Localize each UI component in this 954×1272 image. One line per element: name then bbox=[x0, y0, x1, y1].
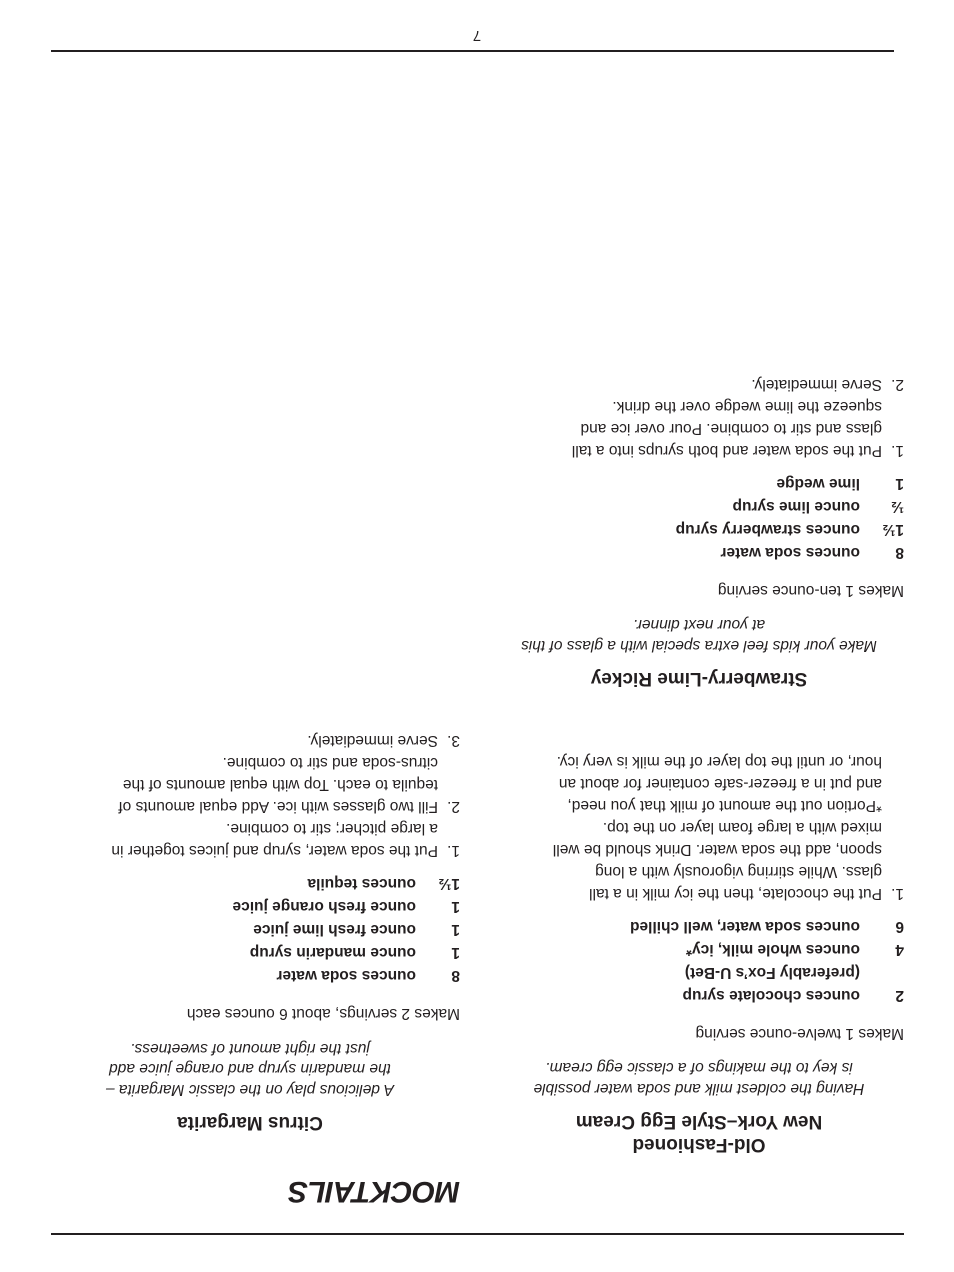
step-list bbox=[40, 730, 460, 862]
ingredient-qty: 1 bbox=[451, 921, 460, 939]
ingredient-name: ounce fresh lime juice bbox=[253, 921, 416, 939]
ingredient-name: ounce lime syrup bbox=[732, 498, 860, 515]
recipe-strawberry-lime-rickey bbox=[494, 373, 904, 690]
bottom-rule bbox=[51, 50, 894, 52]
ingredient-row bbox=[494, 961, 904, 1007]
recipe-yield: Makes 1 ten-ounce serving bbox=[717, 582, 904, 599]
recipe-description: Having the coldest milk and soda water possible is key to the makings of a classic egg cream. bbox=[533, 1059, 865, 1097]
ingredient-row bbox=[494, 541, 904, 564]
recipe-yield: Makes 2 servings, about 6 ounces each bbox=[186, 1005, 460, 1023]
ingredient-name: ounces soda water bbox=[276, 967, 416, 985]
recipe-description: Make your kids feel extra special with a glass of this at your next dinner. bbox=[521, 616, 877, 654]
ingredient-name: lime wedge bbox=[776, 475, 860, 492]
ingredient-qty: 1½ bbox=[438, 875, 460, 893]
step-item: 2. Serve immediately. bbox=[751, 376, 904, 393]
ingredient-list bbox=[40, 873, 460, 988]
recipe-title: Citrus Margarita bbox=[177, 1112, 323, 1133]
recipe-note: *Portion out the amount of milk that you need, and put in a freezer-safe container for about an hour, or until the top layer of the milk is very icy. bbox=[556, 753, 882, 814]
ingredient-row bbox=[494, 518, 904, 541]
ingredient-row bbox=[494, 495, 904, 518]
step-item: 1. Put the soda water and both syrups into a tall glass and stir to combine. Pour over ice and squeeze the lime wedge over the drink. bbox=[571, 398, 904, 459]
step-item: 1. Put the soda water, syrup and juices together in a large pitcher; stir to combine. bbox=[111, 820, 460, 860]
recipe-title: Old-Fashioned New York–Style Egg Cream bbox=[575, 1111, 823, 1155]
ingredient-name: ounces soda water, well chilled bbox=[630, 918, 860, 935]
ingredient-qty: 1½ bbox=[882, 521, 904, 538]
recipe-egg-cream bbox=[494, 750, 904, 1156]
ingredient-name: ounce fresh orange juice bbox=[232, 898, 416, 916]
ingredient-name: ounce mandarin syrup bbox=[249, 944, 416, 962]
ingredient-name: ounces whole milk, icy* bbox=[685, 941, 860, 958]
top-rule bbox=[51, 1233, 904, 1235]
recipe-yield: Makes 1 twelve-ounce serving bbox=[695, 1025, 904, 1042]
ingredient-row bbox=[494, 938, 904, 961]
ingredient-name: ounces tequila bbox=[307, 875, 416, 893]
step-item: 1. Put the chocolate, then the icy milk in a tall glass. While stirring vigorously with a long spoon, add the soda water. Drink should be well mixed with a large foam layer on the top. bbox=[552, 819, 904, 902]
page-number: 7 bbox=[472, 27, 482, 44]
ingredient-qty: 1 bbox=[451, 944, 460, 962]
section-title: MOCKTAILS bbox=[288, 1175, 460, 1208]
step-item: 3. Serve immediately. bbox=[307, 732, 460, 750]
ingredient-row bbox=[40, 919, 460, 942]
ingredient-qty: 6 bbox=[895, 918, 904, 935]
ingredient-row bbox=[40, 873, 460, 896]
step-list bbox=[494, 816, 904, 904]
ingredient-name: ounces soda water bbox=[720, 544, 860, 561]
ingredient-qty: ½ bbox=[891, 498, 904, 515]
recipe-description: A delicious play on the classic Margarita – the mandarin syrup and orange juice add just the right amount of sweetness. bbox=[105, 1040, 395, 1098]
step-item: 2. Fill two glasses with ice. Add equal amounts of tequila to each. Top with equal amounts of the citrus-soda and stir to combine. bbox=[118, 754, 460, 816]
ingredient-row bbox=[40, 942, 460, 965]
ingredient-name: ounces strawberry syrup bbox=[675, 521, 860, 538]
ingredient-qty: 8 bbox=[895, 544, 904, 561]
recipe-title: Strawberry-Lime Rickey bbox=[590, 668, 808, 689]
ingredient-qty: 1 bbox=[895, 475, 904, 492]
ingredient-row bbox=[40, 896, 460, 919]
ingredient-qty: 4 bbox=[895, 941, 904, 958]
ingredient-name: ounces chocolate syrup (preferably Fox’s U-Bet) bbox=[682, 964, 860, 1004]
ingredient-qty: 2 bbox=[895, 987, 904, 1004]
ingredient-list bbox=[494, 472, 904, 564]
ingredient-row bbox=[40, 965, 460, 988]
ingredient-row bbox=[494, 915, 904, 938]
recipe-citrus-margarita bbox=[40, 730, 460, 1135]
ingredient-qty: 1 bbox=[451, 898, 460, 916]
step-list bbox=[494, 373, 904, 461]
ingredient-row bbox=[494, 472, 904, 495]
ingredient-list bbox=[494, 915, 904, 1007]
ingredient-qty: 8 bbox=[451, 967, 460, 985]
